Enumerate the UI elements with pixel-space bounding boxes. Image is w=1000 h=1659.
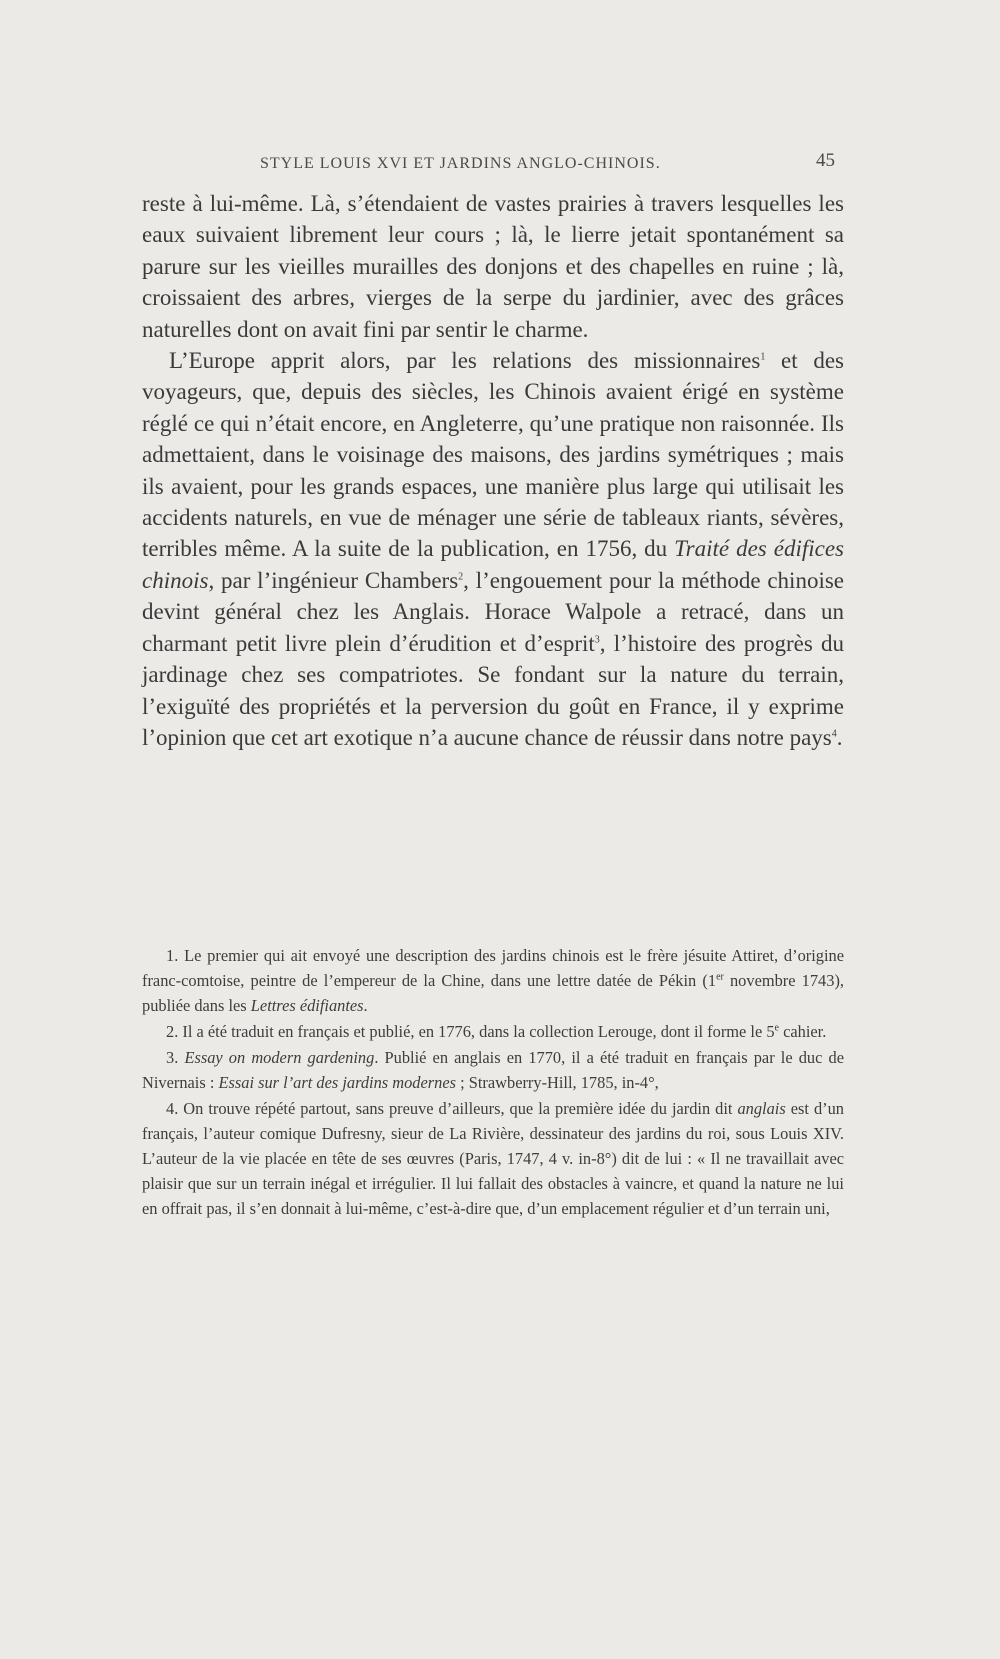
footnote-2: [142, 1019, 844, 1044]
footnote-text: .: [363, 996, 368, 1015]
paragraph-2-text: et des voyageurs, que, depuis des siècles, les Chinois avaient érigé en système réglé ce qui n’était encore, en Angleterre, qu’une pratique non raisonnée. Ils admettaient, dans le voisinage des maisons, des jardins symétriques ; mais ils avaient, pour les grands espaces, une manière plus large qui utilisait les accidents naturels, en vue de ménager une série de tableaux riants, sévères, terribles même. A la suite de la publication, en 1756, du: [142, 348, 844, 562]
main-text: [142, 188, 844, 753]
paragraph-2-text: , l’engouement pour la méthode chinoise devint général chez les Anglais. Horace Walpole a retracé, dans un charmant petit livre plein d’érudition et d’esprit: [142, 567, 844, 656]
footnote-3: [142, 1045, 844, 1095]
footnote-1: [142, 943, 844, 1018]
paragraph-2-text: .: [836, 724, 843, 750]
paragraph-2-text: , l’histoire des progrès du jardinage chez ses compatriotes. Se fondant sur la nature du terrain, l’exiguïté des propriétés et la perversion du goût en France, il y exprime l’opinion que cet art exotique n’a aucune chance de réussir dans notre pays: [142, 630, 844, 750]
footnote-text: cahier.: [778, 1022, 827, 1041]
footnote-text: 2. Il a été traduit en français et publié, en 1776, dans la collection Lerouge, dont il forme le 5: [166, 1022, 775, 1041]
footnote-text: novembre 1743), publiée dans les: [142, 971, 845, 1015]
paragraph-2: [142, 345, 844, 753]
paragraph-1: reste à lui-même. Là, s’étendaient de vastes prairies à travers lesquelles les eaux suivaient librement leur cours ; là, le lierre jetait spontanément sa parure sur les vieilles murailles des donjons et des chapelles en ruine ; là, croissaient des arbres, vierges de la serpe du jardinier, avec des grâces naturelles dont on avait fini par sentir le charme.: [142, 191, 844, 342]
paragraph-2-text: L’Europe apprit alors, par les relations des missionnaires: [169, 348, 761, 374]
footnote-text: 3.: [166, 1048, 185, 1067]
book-title-italic: Traité des édifices chinois: [142, 536, 844, 593]
footnote-ref-4: 4: [831, 728, 837, 740]
footnote-4: [142, 1096, 844, 1221]
footnote-text: 1. Le premier qui ait envoyé une description des jardins chinois est le frère jésuite Attiret, d’origine franc-comtoise, peintre de l’empereur de la Chine, dans une lettre datée de Pékin (1: [142, 946, 844, 990]
running-head: STYLE LOUIS XVI ET JARDINS ANGLO-CHINOIS.: [260, 155, 661, 172]
footnote-text: . Publié en anglais en 1770, il a été traduit en français par le duc de Nivernais :: [142, 1048, 845, 1092]
book-title-italic: Essay on modern gardening: [184, 1048, 375, 1067]
ordinal-superscript: er: [716, 971, 724, 983]
book-title-italic: Lettres édifiantes: [250, 996, 364, 1015]
paragraph-2-text: , par l’ingénieur Chambers: [208, 567, 459, 593]
footnote-text: 4. On trouve répété partout, sans preuve d’ailleurs, que la première idée du jardin dit: [166, 1099, 738, 1118]
footnote-text: ; Strawberry-Hill, 1785, in-4°,: [456, 1073, 659, 1092]
footnote-ref-2: 2: [458, 571, 464, 583]
footnote-text: est d’un français, l’auteur comique Dufresny, sieur de La Rivière, dessinateur des jardins du roi, sous Louis XIV. L’auteur de la vie placée en tête de ses œuvres (Paris, 1747, 4 v. in-8°) dit de lui : « Il ne travaillait avec plaisir que sur un terrain inégal et irrégulier. Il lui fallait des obstacles à vaincre, et quand la nature ne lui en offrait pas, il s’en donnait à lui-même, c’est-à-dire que, d’un emplacement régulier et d’un terrain uni,: [142, 1099, 844, 1218]
book-title-italic: Essai sur l’art des jardins modernes: [218, 1073, 457, 1092]
footnote-ref-3: 3: [594, 634, 600, 646]
footnote-ref-1: 1: [760, 351, 766, 363]
footnotes: [142, 943, 844, 1222]
page-number: 45: [816, 150, 835, 171]
ordinal-superscript: e: [774, 1022, 779, 1034]
emphasis-italic: anglais: [737, 1099, 786, 1118]
